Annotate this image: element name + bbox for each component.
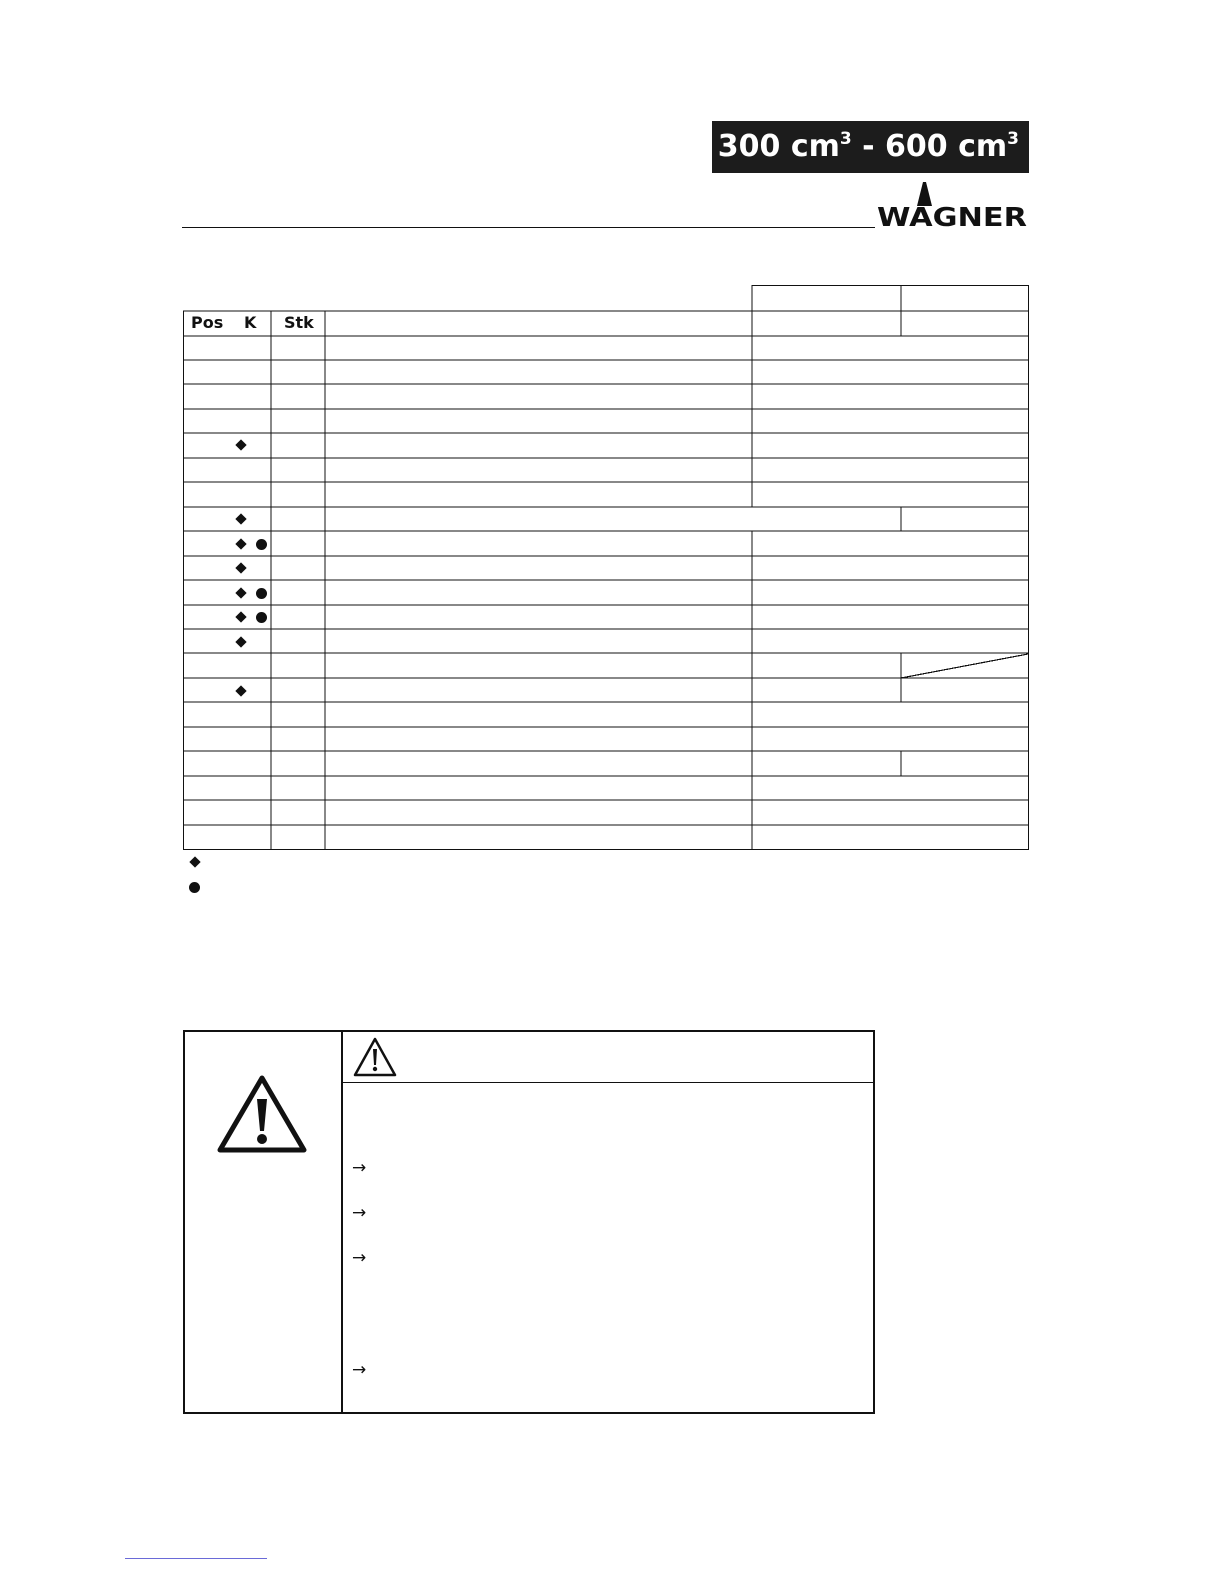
badge-volume-to: 600 cm: [885, 129, 1008, 164]
badge-sup-2: 3: [1007, 129, 1019, 149]
footer-link-underline: [125, 1558, 267, 1559]
column-header-pos: Pos: [191, 313, 224, 332]
dot-icon: [256, 588, 267, 599]
legend-diamond-icon: [189, 856, 200, 867]
svg-text:WAGNER: WAGNER: [877, 203, 1027, 232]
warning-triangle-small-icon: [352, 1036, 398, 1078]
step-arrow-icon: →: [352, 1248, 367, 1268]
column-header-k: K: [244, 313, 257, 332]
warning-divider: [341, 1030, 343, 1414]
warning-header-rule: [343, 1082, 875, 1083]
legend-dot-icon: [189, 882, 200, 893]
warning-triangle-icon: [215, 1073, 309, 1155]
wagner-logo: [876, 180, 1030, 232]
column-header-stk: Stk: [284, 313, 314, 332]
step-arrow-icon: →: [352, 1203, 367, 1223]
badge-sup-1: 3: [839, 129, 852, 149]
step-arrow-icon: →: [352, 1360, 367, 1380]
dot-icon: [256, 612, 267, 623]
header-rule: [182, 227, 875, 228]
dot-icon: [256, 539, 267, 550]
volume-badge: [712, 121, 1029, 173]
badge-separator: -: [851, 129, 886, 164]
step-arrow-icon: →: [352, 1158, 367, 1178]
badge-volume-from: 300 cm: [717, 129, 840, 164]
parts-table: [183, 285, 1029, 850]
